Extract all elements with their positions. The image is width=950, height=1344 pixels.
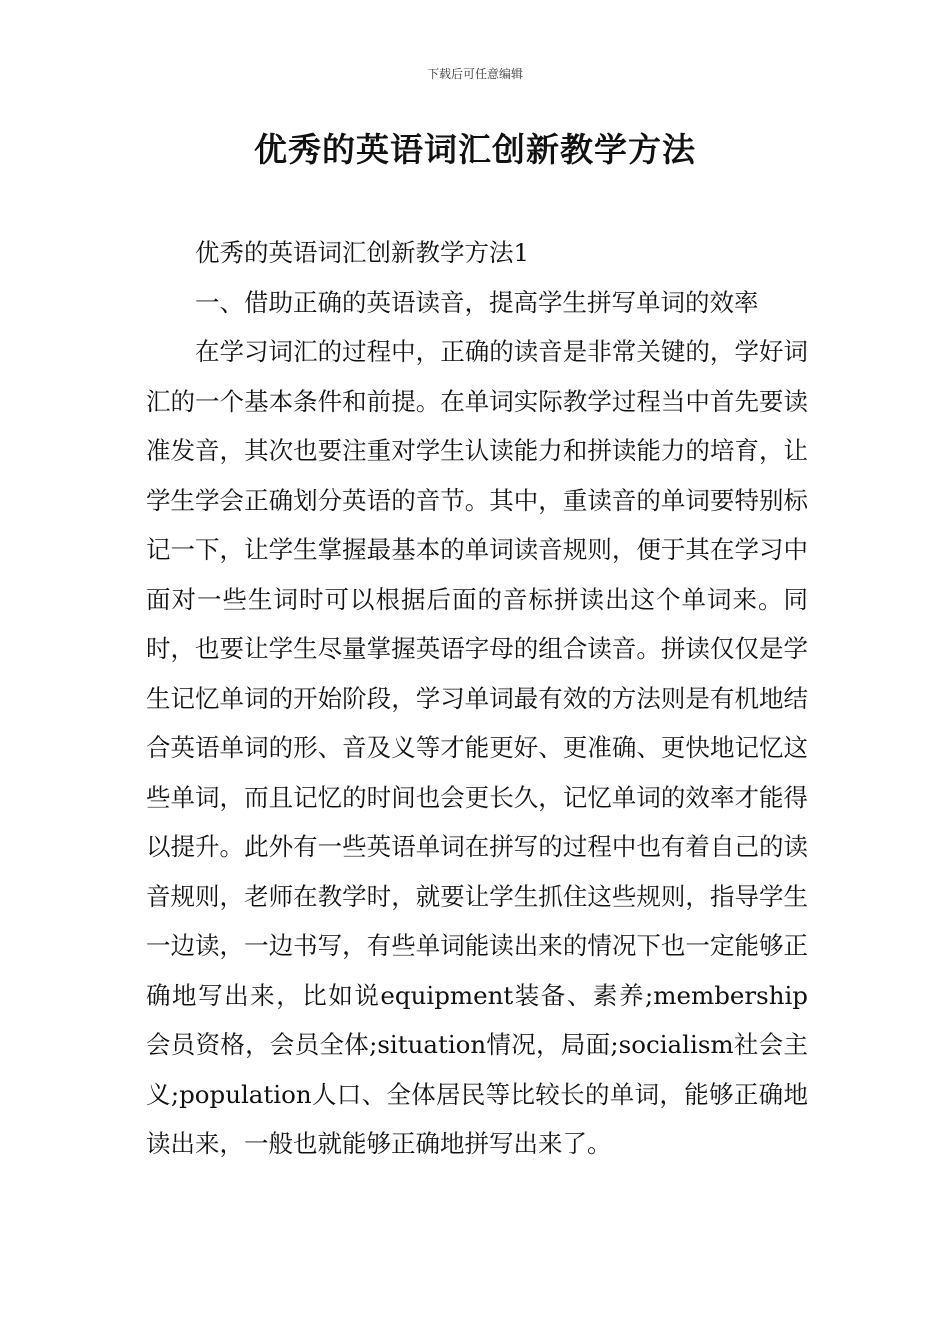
document-title: 优秀的英语词汇创新教学方法 <box>254 130 696 169</box>
header-note: 下载后可任意编辑 <box>426 67 523 81</box>
document-body <box>146 228 808 1169</box>
heading-1: 一、借助正确的英语读音，提高学生拼写单词的效率 <box>195 287 759 317</box>
paragraph-1: 在学习词汇的过程中，正确的读音是非常关键的，学好词汇的一个基本条件和前提。在单词实际教学过程当中首先要读准发音，其次也要注重对学生认读能力和拼读能力的培育，让学生学会正确划分英语的音节。其中，重读音的单词要特别标记一下，让学生掌握最基本的单词读音规则，便于其在学习中面对一些生词时可以根据后面的音标拼读出这个单词来。同时，也要让学生尽量掌握英语字母的组合读音。拼读仅仅是学生记忆单词的开始阶段，学习单词最有效的方法则是有机地结合英语单词的形、音及义等才能更好、更准确、更快地记忆这些单词，而且记忆的时间也会更长久，记忆单词的效率才能得以提升。此外有一些英语单词在拼写的过程中也有着自己的读音规则，老师在教学时，就要让学生抓住这些规则，指导学生一边读，一边书写，有些单词能读出来的情况下也一定能够正确地写出来，比如说equipment装备、素养;membership会员资格，会员全体;situation情况，局面;socialism社会主义;population人口、全体居民等比较长的单词，能够正确地读出来，一般也就能够正确地拼写出来了。 <box>146 337 808 1158</box>
section-title: 优秀的英语词汇创新教学方法1 <box>195 238 530 267</box>
